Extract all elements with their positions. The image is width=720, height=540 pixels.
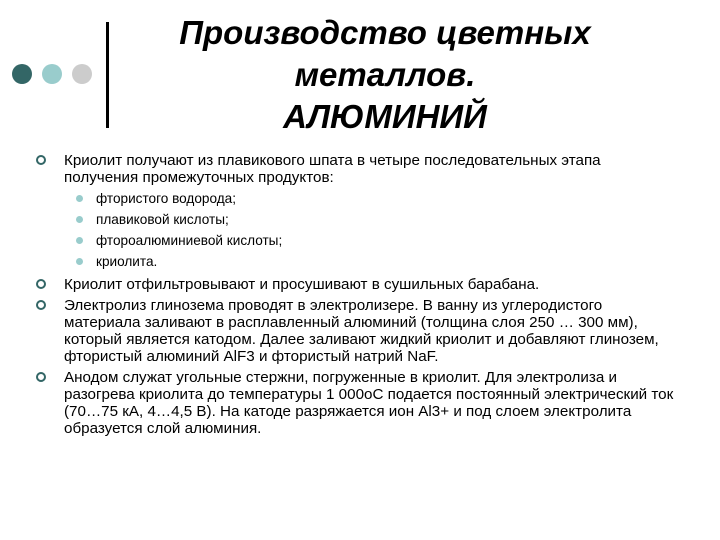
title-line-3: АЛЮМИНИЙ (283, 98, 487, 135)
ring-bullet-icon (36, 300, 46, 310)
bullet-item (34, 297, 674, 365)
bullet-item (34, 369, 674, 437)
sub-bullet-text: криолита. (96, 254, 158, 269)
bullet-text: Анодом служат угольные стержни, погруженные в криолит. Для электролиза и разогрева криолита до температуры 1 000oC подается постоянный электрический ток (70…75 кА, 4…4,5 В). На катоде разряжается ион Al3+ и под слоем электролита образуется слой алюминия. (64, 369, 674, 437)
title-divider (106, 22, 109, 128)
dot-bullet-icon (76, 258, 83, 265)
bullet-text: Криолит отфильтровывают и просушивают в сушильных барабана. (64, 276, 540, 293)
ring-bullet-icon (36, 279, 46, 289)
sub-bullet-item (34, 233, 674, 249)
dot-bullet-icon (76, 216, 83, 223)
sub-bullet-text: плавиковой кислоты; (96, 212, 229, 227)
bullet-text: Криолит получают из плавикового шпата в четыре последовательных этапа получения промежуточных продуктов: (64, 152, 601, 186)
bullet-text: Электролиз глинозема проводят в электролизере. В ванну из углеродистого материала заливают в расплавленный алюминий (толщина слоя 250 … 300 мм), который является катодом. Далее заливают жидкий криолит и добавляют глинозем, фтористый алюминий AlF3 и фтористый натрий NaF. (64, 297, 659, 365)
sub-bullet-item (34, 212, 674, 228)
dark-teal-dot (12, 64, 32, 84)
decorative-dots (12, 64, 92, 86)
sub-bullet-text: фтороалюминиевой кислоты; (96, 233, 283, 248)
slide-content (34, 152, 674, 437)
title-line-2: металлов. (294, 56, 476, 93)
title-line-1: Производство цветных (179, 14, 591, 51)
sub-bullet-item (34, 191, 674, 207)
bullet-item (34, 276, 674, 293)
dot-bullet-icon (76, 237, 83, 244)
light-teal-dot (42, 64, 62, 84)
sub-list (34, 191, 674, 270)
slide-title (120, 12, 650, 138)
dot-bullet-icon (76, 195, 83, 202)
ring-bullet-icon (36, 155, 46, 165)
bullet-item (34, 152, 674, 186)
sub-bullet-text: фтористого водорода; (96, 191, 237, 206)
grey-dot (72, 64, 92, 84)
ring-bullet-icon (36, 372, 46, 382)
sub-bullet-item (34, 254, 674, 270)
